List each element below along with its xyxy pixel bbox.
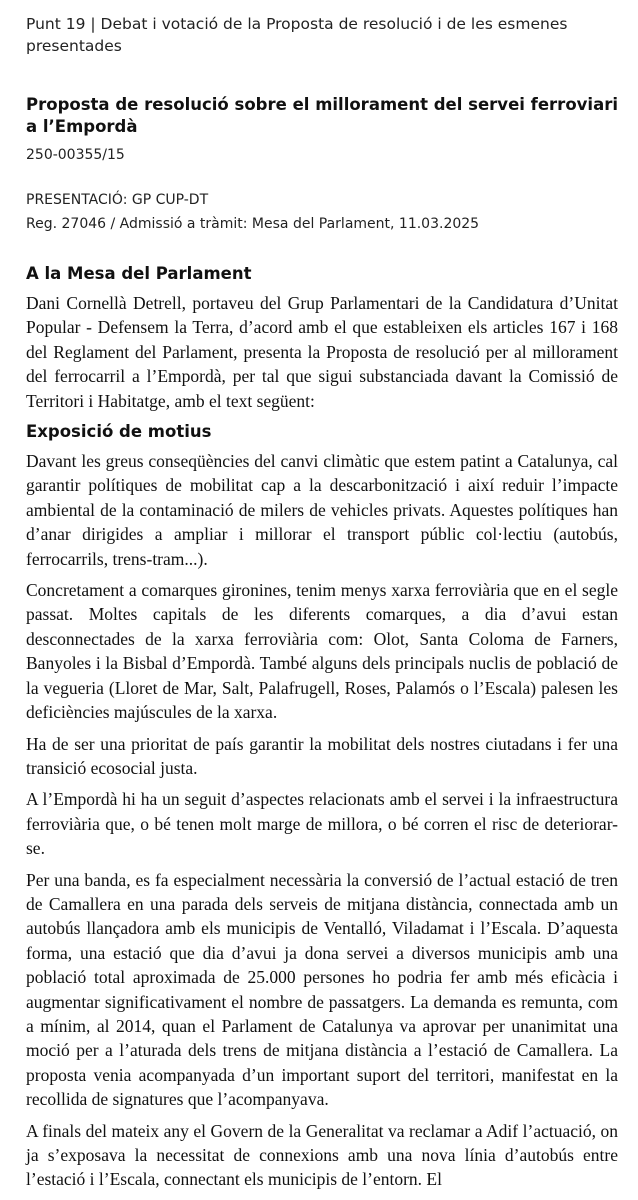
document-title: Proposta de resolució sobre el millorament del servei ferroviari a l’Empordà xyxy=(26,95,618,136)
motius-paragraph-1: Davant les greus conseqüències del canvi climàtic que estem patint a Catalunya, cal garantir polítiques de mobilitat cap a la descarbonització i així reduir l’impacte ambiental de la contaminació de milers de vehicles privats. Aquestes polítiques han d’anar dirigides a ampliar i millorar el transport públic col·lectiu (autobús, ferrocarrils, trens-tram...). xyxy=(26,451,618,569)
presentation-line: PRESENTACIÓ: GP CUP-DT xyxy=(26,192,209,208)
document-code: 250-00355/15 xyxy=(26,147,125,163)
motius-paragraph-5: Per una banda, es fa especialment necessària la conversió de l’actual estació de tren de Camallera en una parada dels serveis de mitjana distància, connectada amb un autobús llançadora amb els municipis de Ventalló, Viladamat i l’Escala. D’aquesta forma, una estació que dia d’avui ja dona servei a diversos municipis amb una població total aproximada de 25.000 persones ho podria fer amb més eficàcia i augmentar significativament el nombre de passatgers. La demanda es remunta, com a mínim, al 2014, quan el Parlament de Catalunya va aprovar per unanimitat una moció per a l’aturada dels trens de mitjana distància a l’estació de Camallera. La proposta venia acompanyada d’un important suport del territori, manifestat en la recollida de signatures que l’acompanyava. xyxy=(26,869,618,1110)
agenda-point: Punt 19 | Debat i votació de la Proposta de resolució i de les esmenes presentades xyxy=(26,15,568,55)
mesa-paragraph: Dani Cornellà Detrell, portaveu del Grup Parlamentari de la Candidatura d’Unitat Popular - Defensem la Terra, d’acord amb el que estableixen els articles 167 i 168 del Reglament del Parlament, presenta la Proposta de resolució per al millorament del ferrocarril a l’Empordà, per tal que sigui substanciada davant la Comissió de Territori i Habitatge, amb el text següent: xyxy=(26,293,618,411)
document-page xyxy=(26,0,618,1192)
motius-heading: Exposició de motius xyxy=(26,422,212,442)
mesa-heading: A la Mesa del Parlament xyxy=(26,264,252,283)
motius-paragraph-2: Concretament a comarques gironines, tenim menys xarxa ferroviària que en el segle passat. Moltes capitals de les diferents comarques, a dia d’avui estan desconnectades de la xarxa ferroviària com: Olot, Santa Coloma de Farners, Banyoles i la Bisbal d’Empordà. També alguns dels principals nuclis de població de la vegueria (Lloret de Mar, Salt, Palafrugell, Roses, Palamós o l’Escala) palesen les deficiències majúscules de la xarxa. xyxy=(26,580,618,723)
registration-line: Reg. 27046 / Admissió a tràmit: Mesa del Parlament, 11.03.2025 xyxy=(26,216,480,232)
motius-paragraph-3: Ha de ser una prioritat de país garantir la mobilitat dels nostres ciutadans i fer una transició ecosocial justa. xyxy=(26,733,618,778)
motius-paragraph-6: A finals del mateix any el Govern de la Generalitat va reclamar a Adif l’actuació, on ja s’exposava la necessitat de connexions amb una nova línia d’autobús entre l’estació i l’Escala, connectant els municipis de l’entorn. El xyxy=(26,1120,618,1190)
motius-paragraph-4: A l’Empordà hi ha un seguit d’aspectes relacionats amb el servei i la infraestructura ferroviària que, o bé tenen molt marge de millora, o bé corren el risc de deteriorar-se. xyxy=(26,789,618,859)
